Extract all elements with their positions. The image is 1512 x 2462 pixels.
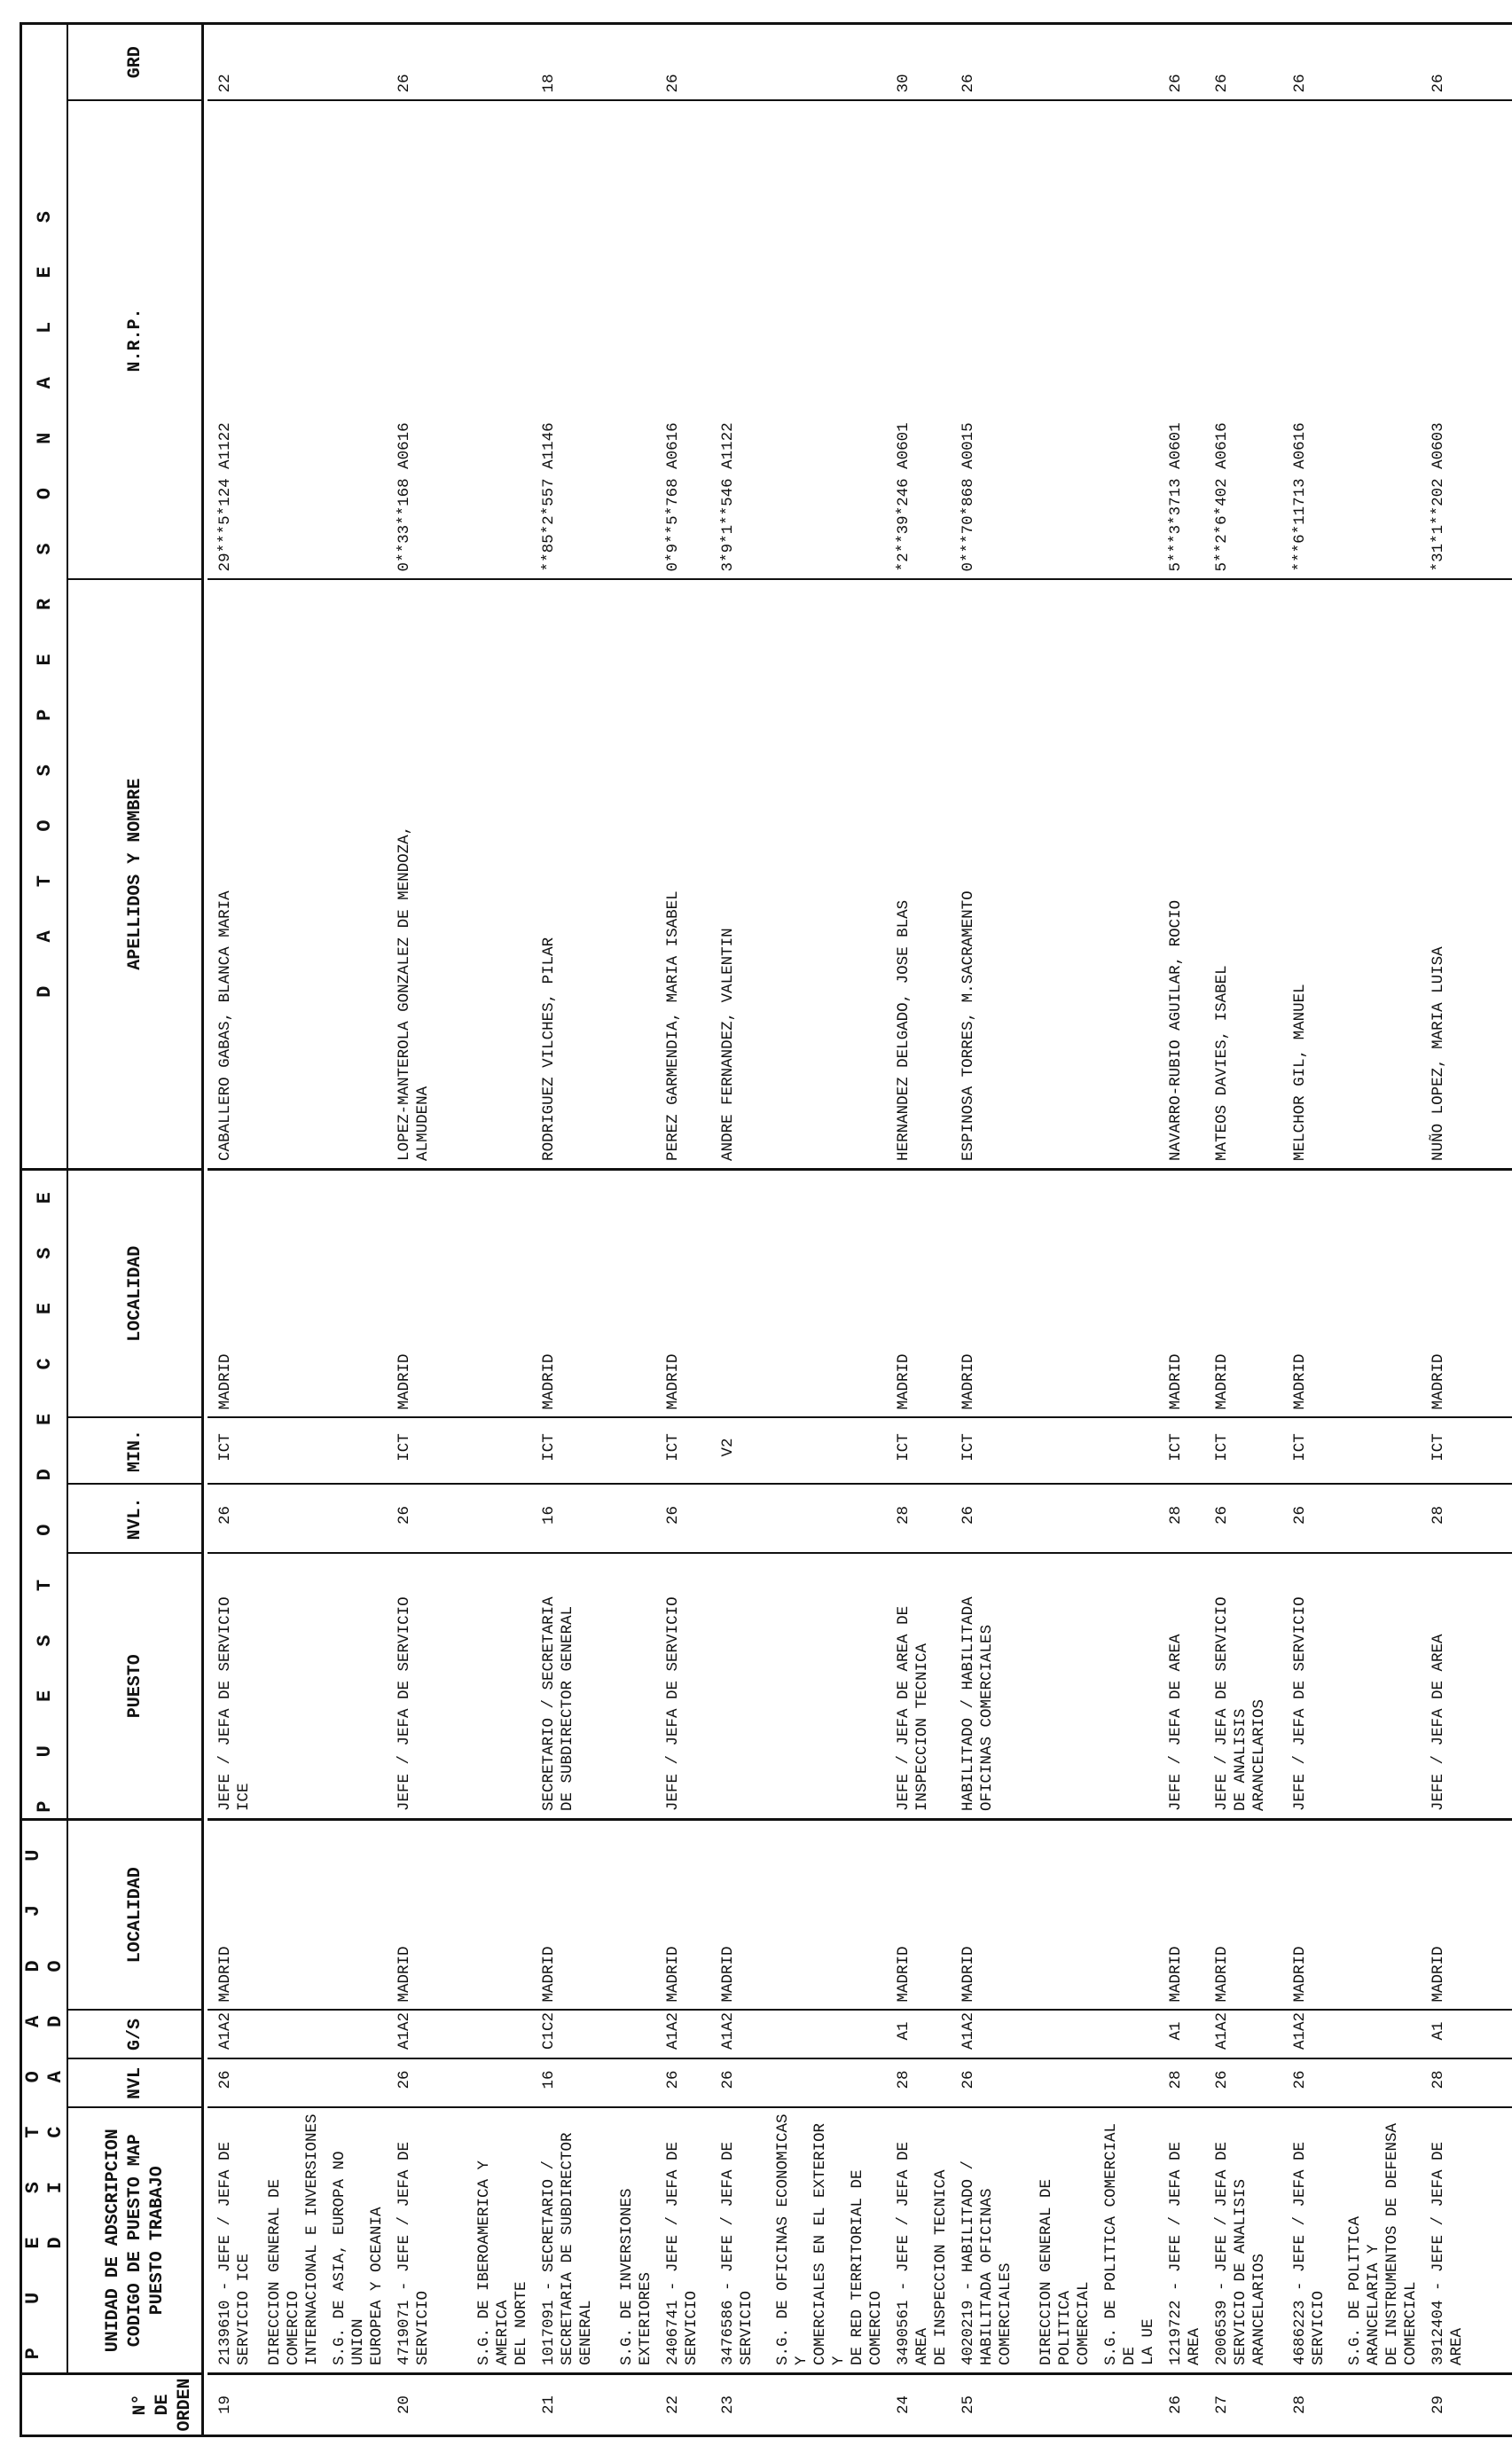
orden-cell: 29 — [1430, 2395, 1447, 2415]
nrp-cell: 5***3*3713 A0601 — [1158, 100, 1204, 579]
puesto-cell: SECRETARIO / SECRETARIA DE SUBDIRECTOR GENERAL — [531, 1553, 609, 1819]
gs-cell: A1A2 — [387, 2011, 466, 2059]
gs-cell — [322, 2011, 387, 2059]
localidad-cell: MADRID — [710, 1819, 765, 2010]
puesto-cell: HABILITADO / HABILITADA OFICINAS COMERCIALES — [951, 1553, 1029, 1819]
min-cell: ICT — [531, 1417, 609, 1484]
gs-cell — [1337, 2011, 1421, 2059]
puesto-cell — [1029, 1553, 1093, 1819]
filler-cell — [1467, 579, 1512, 1169]
nvl-cell — [1337, 2059, 1421, 2108]
orden-cell: 27 — [1213, 2395, 1231, 2415]
grd-cell — [1093, 23, 1158, 100]
puesto-cell — [710, 1553, 765, 1819]
localidad-cell — [257, 1819, 322, 2010]
unidad-cell: S.G. DE POLITICA ARANCELARIA Y DE INSTRUMENTOS DE DEFENSA COMERCIAL — [1337, 2108, 1421, 2374]
filler-cell — [1467, 1553, 1512, 1819]
apellidos-cell: HERNANDEZ DELGADO, JOSE BLAS — [886, 579, 951, 1169]
col-apellidos: APELLIDOS Y NOMBRE — [67, 579, 203, 1169]
localidad-cese-cell: MADRID — [1282, 1169, 1337, 1417]
orden-cell: 22 — [664, 2395, 682, 2415]
localidad-cell: MADRID — [1204, 1819, 1282, 2010]
orden-cell: 23 — [719, 2395, 737, 2415]
grd-cell: 30 — [886, 23, 951, 100]
puesto-cell: JEFE / JEFA DE AREA — [1158, 1553, 1204, 1819]
orden-cell: 26 — [1167, 2395, 1185, 2415]
localidad-cell: MADRID — [531, 1819, 609, 2010]
nrp-cell: *31*1**202 A0603 — [1421, 100, 1467, 579]
table-row — [1282, 23, 1337, 2435]
apellidos-cell: ESPINOSA TORRES, M.SACRAMENTO — [951, 579, 1029, 1169]
filler-cell — [1467, 23, 1512, 100]
group-puesto-adjudicado: P U E S T O A D J U D I C A D O — [21, 1819, 68, 2373]
gs-cell: C1C2 — [531, 2011, 609, 2059]
localidad-cell: MADRID — [1421, 1819, 1467, 2010]
min-cell: V2 — [710, 1417, 765, 1484]
puesto-cell — [257, 1553, 322, 1819]
col-grd: GRD — [67, 23, 203, 100]
nrp-cell — [1337, 100, 1421, 579]
orden-cell — [1093, 2374, 1158, 2436]
unidad-cell: 1219722 - JEFE / JEFA DE AREA — [1158, 2108, 1204, 2374]
table-body — [208, 23, 1512, 2435]
nvl-cell: 28 — [1158, 2059, 1204, 2108]
localidad-cese-cell: MADRID — [1204, 1169, 1282, 1417]
table-row — [257, 23, 322, 2435]
nrp-cell: 0**33**168 A0616 — [387, 100, 466, 579]
gs-cell — [257, 2011, 322, 2059]
min-cell: ICT — [1421, 1417, 1467, 1484]
table-row — [951, 23, 1029, 2435]
orden-cell — [765, 2374, 886, 2436]
localidad-cell: MADRID — [1158, 1819, 1204, 2010]
apellidos-cell — [1093, 579, 1158, 1169]
gs-cell: A1A2 — [1282, 2011, 1337, 2059]
localidad-cese-cell — [1029, 1169, 1093, 1417]
localidad-cell: MADRID — [1282, 1819, 1337, 2010]
nvl-cese-cell — [1337, 1484, 1421, 1553]
apellidos-cell: MELCHOR GIL, MANUEL — [1282, 579, 1337, 1169]
nrp-cell — [322, 100, 387, 579]
nrp-cell: **85*2*557 A1146 — [531, 100, 609, 579]
orden-cell: 20 — [396, 2395, 413, 2415]
col-nvl: NVL — [67, 2059, 203, 2108]
nrp-cell — [257, 100, 322, 579]
localidad-cese-cell: MADRID — [886, 1169, 951, 1417]
nrp-cell: ***6*11713 A0616 — [1282, 100, 1337, 579]
nvl-cell: 26 — [208, 2059, 257, 2108]
table-filler-row — [1467, 23, 1512, 2435]
nvl-cell — [322, 2059, 387, 2108]
table-row — [1421, 23, 1467, 2435]
apellidos-cell: ANDRE FERNANDEZ, VALENTIN — [710, 579, 765, 1169]
col-nvl-cese: NVL. — [67, 1484, 203, 1553]
gs-cell: A1A2 — [710, 2011, 765, 2059]
orden-cell: 25 — [960, 2395, 977, 2415]
nvl-cell — [609, 2059, 655, 2108]
localidad-cell: MADRID — [655, 1819, 710, 2010]
grd-cell — [1337, 23, 1421, 100]
gs-cell: A1 — [1158, 2011, 1204, 2059]
table-row — [710, 23, 765, 2435]
min-cell: ICT — [1204, 1417, 1282, 1484]
grd-cell: 26 — [1421, 23, 1467, 100]
nvl-cell: 26 — [1204, 2059, 1282, 2108]
grd-cell — [609, 23, 655, 100]
min-cell: ICT — [1158, 1417, 1204, 1484]
col-localidad-cese: LOCALIDAD — [67, 1169, 203, 1417]
unidad-cell: 4686223 - JEFE / JEFA DE SERVICIO — [1282, 2108, 1337, 2374]
nrp-cell — [609, 100, 655, 579]
localidad-cell: MADRID — [387, 1819, 466, 2010]
apellidos-cell: CABALLERO GABAS, BLANCA MARIA — [208, 579, 257, 1169]
col-min: MIN. — [67, 1417, 203, 1484]
unidad-cell: S.G. DE POLITICA COMERCIAL DE LA UE — [1093, 2108, 1158, 2374]
table-row — [886, 23, 951, 2435]
min-cell — [1029, 1417, 1093, 1484]
puesto-cell: JEFE / JEFA DE SERVICIO DE ANALISIS ARANCELARIOS — [1204, 1553, 1282, 1819]
localidad-cell — [1029, 1819, 1093, 2010]
unidad-cell: 1017091 - SECRETARIO / SECRETARIA DE SUBDIRECTOR GENERAL — [531, 2108, 609, 2374]
nrp-cell: 3*9*1**546 A1122 — [710, 100, 765, 579]
localidad-cese-cell: MADRID — [655, 1169, 710, 1417]
nvl-cell: 26 — [387, 2059, 466, 2108]
nvl-cell: 26 — [1282, 2059, 1337, 2108]
puesto-cell — [322, 1553, 387, 1819]
gs-cell: A1A2 — [1204, 2011, 1282, 2059]
puesto-cell — [1337, 1553, 1421, 1819]
table-row — [531, 23, 609, 2435]
nvl-cell — [765, 2059, 886, 2108]
apellidos-cell — [257, 579, 322, 1169]
orden-cell: 19 — [216, 2395, 234, 2415]
col-unidad: UNIDAD DE ADSCRIPCION CODIGO DE PUESTO MAP PUESTO TRABAJO — [67, 2108, 203, 2374]
nvl-cese-cell: 26 — [208, 1484, 257, 1553]
grd-cell — [765, 23, 886, 100]
gs-cell: A1A2 — [208, 2011, 257, 2059]
nvl-cese-cell: 26 — [655, 1484, 710, 1553]
nvl-cell — [257, 2059, 322, 2108]
apellidos-cell — [1337, 579, 1421, 1169]
nrp-cell — [1093, 100, 1158, 579]
nvl-cell: 26 — [710, 2059, 765, 2108]
min-cell: ICT — [1282, 1417, 1337, 1484]
localidad-cese-cell — [710, 1169, 765, 1417]
gs-cell: A1A2 — [951, 2011, 1029, 2059]
unidad-cell: DIRECCION GENERAL DE COMERCIO INTERNACIONAL E INVERSIONES — [257, 2108, 322, 2374]
grd-cell: 22 — [208, 23, 257, 100]
orden-cell — [609, 2374, 655, 2436]
group-puesto-de-cese: P U E S T O D E C E S E — [21, 1169, 68, 1819]
nvl-cell — [1093, 2059, 1158, 2108]
assignments-table — [20, 22, 1512, 2437]
gs-cell — [1029, 2011, 1093, 2059]
table-row — [1029, 23, 1093, 2435]
grd-cell — [257, 23, 322, 100]
min-cell — [609, 1417, 655, 1484]
puesto-cell: JEFE / JEFA DE SERVICIO — [655, 1553, 710, 1819]
orden-cell — [257, 2374, 322, 2436]
localidad-cese-cell: MADRID — [1421, 1169, 1467, 1417]
nvl-cell: 26 — [655, 2059, 710, 2108]
nrp-cell: 5**2*6*402 A0616 — [1204, 100, 1282, 579]
nvl-cell: 28 — [886, 2059, 951, 2108]
col-nrp: N.R.P. — [67, 100, 203, 579]
localidad-cell — [609, 1819, 655, 2010]
grd-cell: 18 — [531, 23, 609, 100]
puesto-cell: JEFE / JEFA DE SERVICIO ICE — [208, 1553, 257, 1819]
localidad-cese-cell — [1093, 1169, 1158, 1417]
puesto-cell: JEFE / JEFA DE SERVICIO — [1282, 1553, 1337, 1819]
filler-cell — [1467, 2108, 1512, 2374]
localidad-cell — [1337, 1819, 1421, 2010]
nvl-cese-cell — [322, 1484, 387, 1553]
unidad-cell: 4719071 - JEFE / JEFA DE SERVICIO — [387, 2108, 466, 2374]
apellidos-cell: LOPEZ-MANTEROLA GONZALEZ DE MENDOZA, ALMUDENA — [387, 579, 466, 1169]
puesto-cell: JEFE / JEFA DE SERVICIO — [387, 1553, 466, 1819]
localidad-cell — [322, 1819, 387, 2010]
localidad-cell: MADRID — [886, 1819, 951, 2010]
filler-cell — [1467, 2059, 1512, 2108]
nvl-cese-cell — [1093, 1484, 1158, 1553]
localidad-cese-cell — [322, 1169, 387, 1417]
apellidos-cell — [609, 579, 655, 1169]
table-row — [387, 23, 466, 2435]
nvl-cell: 28 — [1421, 2059, 1467, 2108]
nrp-cell — [765, 100, 886, 579]
table-row — [208, 23, 257, 2435]
nvl-cese-cell: 26 — [1204, 1484, 1282, 1553]
nvl-cese-cell: 28 — [1158, 1484, 1204, 1553]
nvl-cese-cell — [257, 1484, 322, 1553]
min-cell — [257, 1417, 322, 1484]
unidad-cell: 3490561 - JEFE / JEFA DE AREA DE INSPECCION TECNICA — [886, 2108, 951, 2374]
apellidos-cell: NUÑO LOPEZ, MARIA LUISA — [1421, 579, 1467, 1169]
table-row — [322, 23, 387, 2435]
grd-cell: 26 — [951, 23, 1029, 100]
gs-cell — [1093, 2011, 1158, 2059]
localidad-cese-cell: MADRID — [531, 1169, 609, 1417]
table-row — [765, 23, 886, 2435]
nvl-cese-cell: 28 — [1421, 1484, 1467, 1553]
grd-cell: 26 — [387, 23, 466, 100]
apellidos-cell — [1029, 579, 1093, 1169]
puesto-cell: JEFE / JEFA DE AREA — [1421, 1553, 1467, 1819]
unidad-cell: DIRECCION GENERAL DE POLITICA COMERCIAL — [1029, 2108, 1093, 2374]
gs-cell — [466, 2011, 531, 2059]
filler-cell — [1467, 2011, 1512, 2059]
min-cell — [322, 1417, 387, 1484]
nvl-cese-cell: 26 — [387, 1484, 466, 1553]
localidad-cese-cell: MADRID — [387, 1169, 466, 1417]
grd-cell: 26 — [1282, 23, 1337, 100]
unidad-cell: 2139610 - JEFE / JEFA DE SERVICIO ICE — [208, 2108, 257, 2374]
nvl-cell: 16 — [531, 2059, 609, 2108]
puesto-cell — [466, 1553, 531, 1819]
nrp-cell — [466, 100, 531, 579]
grd-cell: 26 — [1204, 23, 1282, 100]
localidad-cese-cell: MADRID — [208, 1169, 257, 1417]
table-row — [609, 23, 655, 2435]
apellidos-cell: RODRIGUEZ VILCHES, PILAR — [531, 579, 609, 1169]
min-cell — [765, 1417, 886, 1484]
gs-cell — [609, 2011, 655, 2059]
grd-cell — [1029, 23, 1093, 100]
table-row — [655, 23, 710, 2435]
unidad-cell: S.G. DE OFICINAS ECONOMICAS Y COMERCIALES EN EL EXTERIOR Y DE RED TERRITORIAL DE COMERCIO — [765, 2108, 886, 2374]
table-row — [1337, 23, 1421, 2435]
min-cell — [466, 1417, 531, 1484]
localidad-cell: MADRID — [208, 1819, 257, 2010]
nvl-cese-cell — [609, 1484, 655, 1553]
nvl-cese-cell: 28 — [886, 1484, 951, 1553]
grd-cell — [710, 23, 765, 100]
nrp-cell: *2**39*246 A0601 — [886, 100, 951, 579]
localidad-cese-cell — [257, 1169, 322, 1417]
nvl-cese-cell: 16 — [531, 1484, 609, 1553]
col-orden: N° DE ORDEN — [130, 2378, 195, 2432]
apellidos-cell — [765, 579, 886, 1169]
puesto-cell — [1093, 1553, 1158, 1819]
localidad-cese-cell — [1337, 1169, 1421, 1417]
puesto-cell — [765, 1553, 886, 1819]
nrp-cell: 29***5*124 A1122 — [208, 100, 257, 579]
orden-cell — [1029, 2374, 1093, 2436]
table-row — [1204, 23, 1282, 2435]
filler-cell — [1467, 2374, 1512, 2436]
orden-cell: 21 — [540, 2395, 558, 2415]
min-cell: ICT — [387, 1417, 466, 1484]
nvl-cese-cell: 26 — [951, 1484, 1029, 1553]
nrp-cell — [1029, 100, 1093, 579]
table-row — [466, 23, 531, 2435]
orden-cell — [466, 2374, 531, 2436]
localidad-cese-cell — [765, 1169, 886, 1417]
nrp-cell: 0***70*868 A0015 — [951, 100, 1029, 579]
group-datos-personales: D A T O S P E R S O N A L E S — [21, 23, 68, 1169]
filler-cell — [1467, 1819, 1512, 2010]
min-cell — [1337, 1417, 1421, 1484]
localidad-cell — [1093, 1819, 1158, 2010]
unidad-cell: 3476586 - JEFE / JEFA DE SERVICIO — [710, 2108, 765, 2374]
min-cell: ICT — [951, 1417, 1029, 1484]
nvl-cell — [466, 2059, 531, 2108]
min-cell: ICT — [655, 1417, 710, 1484]
unidad-cell: S.G. DE INVERSIONES EXTERIORES — [609, 2108, 655, 2374]
nvl-cese-cell: 26 — [1282, 1484, 1337, 1553]
min-cell: ICT — [886, 1417, 951, 1484]
col-puesto: PUESTO — [67, 1553, 203, 1819]
grd-cell — [466, 23, 531, 100]
gs-cell: A1 — [886, 2011, 951, 2059]
unidad-cell: 4020219 - HABILITADO / HABILITADA OFICINAS COMERCIALES — [951, 2108, 1029, 2374]
localidad-cell — [466, 1819, 531, 2010]
unidad-cell: S.G. DE IBEROAMERICA Y AMERICA DEL NORTE — [466, 2108, 531, 2374]
nvl-cese-cell — [466, 1484, 531, 1553]
localidad-cese-cell: MADRID — [1158, 1169, 1204, 1417]
nrp-cell: 0*9**5*768 A0616 — [655, 100, 710, 579]
unidad-cell: 2006539 - JEFE / JEFA DE SERVICIO DE ANALISIS ARANCELARIOS — [1204, 2108, 1282, 2374]
nvl-cell: 26 — [951, 2059, 1029, 2108]
apellidos-cell: PEREZ GARMENDIA, MARIA ISABEL — [655, 579, 710, 1169]
nvl-cese-cell — [765, 1484, 886, 1553]
min-cell: ICT — [208, 1417, 257, 1484]
apellidos-cell: MATEOS DAVIES, ISABEL — [1204, 579, 1282, 1169]
orden-cell: 28 — [1291, 2395, 1309, 2415]
col-gs: G/S — [67, 2011, 203, 2059]
filler-cell — [1467, 1417, 1512, 1484]
table-row — [1158, 23, 1204, 2435]
unidad-cell: 2406741 - JEFE / JEFA DE SERVICIO — [655, 2108, 710, 2374]
unidad-cell: 3912404 - JEFE / JEFA DE AREA — [1421, 2108, 1467, 2374]
grd-cell: 26 — [1158, 23, 1204, 100]
puesto-cell: JEFE / JEFA DE AREA DE INSPECCION TECNICA — [886, 1553, 951, 1819]
localidad-cese-cell — [466, 1169, 531, 1417]
filler-cell — [1467, 1484, 1512, 1553]
min-cell — [1093, 1417, 1158, 1484]
gs-cell: A1A2 — [655, 2011, 710, 2059]
orden-cell: 24 — [895, 2395, 913, 2415]
orden-cell — [322, 2374, 387, 2436]
unidad-cell: S.G. DE ASIA, EUROPA NO UNION EUROPEA Y OCEANIA — [322, 2108, 387, 2374]
col-localidad: LOCALIDAD — [67, 1819, 203, 2010]
gs-cell: A1 — [1421, 2011, 1467, 2059]
apellidos-cell: NAVARRO-RUBIO AGUILAR, ROCIO — [1158, 579, 1204, 1169]
grd-cell: 26 — [655, 23, 710, 100]
apellidos-cell — [322, 579, 387, 1169]
filler-cell — [1467, 100, 1512, 579]
nvl-cell — [1029, 2059, 1093, 2108]
orden-cell — [1337, 2374, 1421, 2436]
nvl-cese-cell — [1029, 1484, 1093, 1553]
localidad-cese-cell — [609, 1169, 655, 1417]
localidad-cell: MADRID — [951, 1819, 1029, 2010]
filler-cell — [1467, 1169, 1512, 1417]
localidad-cell — [765, 1819, 886, 2010]
nvl-cese-cell — [710, 1484, 765, 1553]
puesto-cell — [609, 1553, 655, 1819]
table-row — [1093, 23, 1158, 2435]
apellidos-cell — [466, 579, 531, 1169]
localidad-cese-cell: MADRID — [951, 1169, 1029, 1417]
grd-cell — [322, 23, 387, 100]
gs-cell — [765, 2011, 886, 2059]
